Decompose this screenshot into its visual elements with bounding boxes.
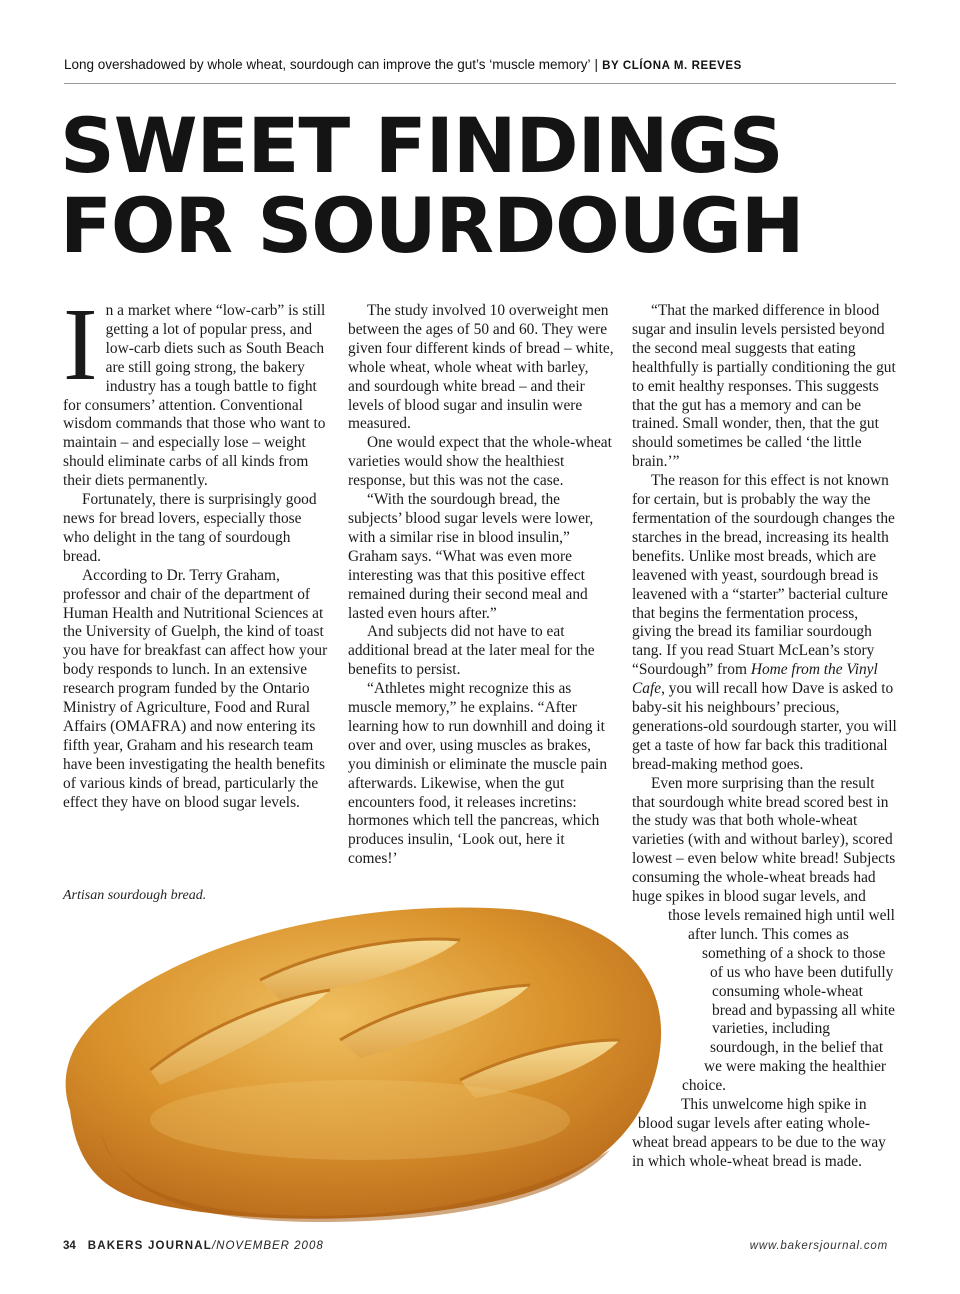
photo-caption: Artisan sourdough bread. bbox=[63, 888, 207, 903]
paragraph-text: Even more surprising than the result that sourdough white bread scored best in the study was that both whole-wheat varieties (with and without barley), scored lowest – even below white bread! Subjects consuming the whole-wheat breads had huge spikes in blood sugar levels, and those levels remained high until well after lunch. This comes as something of a shock to those of us who have been dutifully consuming whole-wheat bread and bypassing all white varieties, including sourdough, in the belief that we were making the healthier choice. bbox=[632, 774, 896, 1095]
paragraph: Fortunately, there is surprisingly good news for bread lovers, especially those who delight in the tang of sourdough bread. bbox=[63, 491, 317, 565]
deck bbox=[64, 57, 896, 72]
paragraph: “That the marked difference in blood sugar and insulin levels persisted beyond the second meal suggests that eating healthfully is partially conditioning the gut to emit healthy responses. This suggests that the gut has a memory and can be trained. Small wonder, then, that the gut should sometimes be called ‘the little brain.’” bbox=[632, 302, 896, 471]
paragraph: And subjects did not have to eat additional bread at the later meal for the benefits to persist. bbox=[348, 623, 595, 679]
headline bbox=[60, 101, 920, 270]
headline-line-1: SWEET FINDINGS bbox=[60, 101, 783, 190]
paragraph-text: , you will recall how Dave is asked to baby-sit his neighbours’ precious, generations-old sourdough starter, you will get a taste of how far back this traditional bread-making method goes. bbox=[632, 680, 897, 773]
column-1 bbox=[63, 287, 329, 812]
byline: BY CLÍONA M. REEVES bbox=[602, 60, 742, 72]
deck-separator: | bbox=[594, 57, 599, 72]
subhead: Long overshadowed by whole wheat, sourdough can improve the gut’s ‘muscle memory’ bbox=[64, 57, 591, 72]
header-rule bbox=[64, 83, 896, 84]
paragraph-text: The reason for this effect is not known for certain, but is probably the way the fermentation of the sourdough changes the starches in the bread, increasing its health benefits. Unlike most breads, which are leavened with yeast, sourdough bread is leavened with a “starter” bacterial culture that begins the fermentation process, giving the bread its familiar sourdough tang. If you read Stuart McLean’s story “Sourdough” from bbox=[632, 472, 895, 679]
paragraph bbox=[632, 472, 898, 775]
drop-cap: I bbox=[63, 287, 98, 402]
paragraph: One would expect that the whole-wheat varieties would show the healthiest response, but this was not the case. bbox=[348, 434, 612, 490]
paragraph: According to Dr. Terry Graham, professor and chair of the department of Human Health and Nutritional Sciences at the University of Guelph, the kind of toast you have for breakfast can affect how your body responds to lunch. In an extensive research program funded by the Ontario Ministry of Agriculture, Food and Rural Affairs (OMAFRA) and now entering its fifth year, Graham and his research team have been investigating the health benefits of various kinds of bread, particularly the effect they have on blood sugar levels. bbox=[63, 566, 328, 811]
paragraph bbox=[63, 287, 329, 491]
paragraph-text: n a market where “low-carb” is still getting a lot of popular press, and low-carb diets such as South Beach are still going strong, the bakery industry has a tough battle to fight for consumers’ attention. Conventional wisdom commands that those who want to maintain – and especially lose – weight should eliminate carbs of all kinds from their diets permanently. bbox=[63, 302, 326, 490]
paragraph: “Athletes might recognize this as muscle memory,” he explains. “After learning how to run downhill and doing it over and over, using muscles as brakes, you diminish or eliminate the muscle pain afterwards. Likewise, when the gut encounters food, it releases incretins: hormones which tell the pancreas, which produces insulin, ‘Look out, here it comes!’ bbox=[348, 680, 608, 868]
sourdough-bread-image bbox=[30, 880, 690, 1230]
page-footer bbox=[63, 1240, 895, 1252]
issue-date: /NOVEMBER 2008 bbox=[211, 1240, 324, 1252]
headline-line-2: FOR SOURDOUGH bbox=[60, 181, 804, 270]
paragraph: The study involved 10 overweight men between the ages of 50 and 60. They were given four different kinds of bread – white, whole wheat, whole wheat with barley, and sourdough white bread – and their levels of blood sugar and insulin were measured. bbox=[348, 302, 614, 433]
column-2 bbox=[348, 302, 614, 869]
paragraph: “With the sourdough bread, the subjects’ blood sugar levels were lower, with a similar rise in blood insulin,” Graham says. “What was even more interesting was that this positive effect remained during their second meal and lasted even hours after.” bbox=[348, 491, 594, 622]
magazine-name: BAKERS JOURNAL bbox=[87, 1240, 212, 1252]
website-url: www.bakersjournal.com bbox=[749, 1240, 888, 1252]
story-title: Home from the Vinyl Cafe bbox=[632, 661, 878, 698]
page-number: 34 bbox=[63, 1240, 76, 1252]
paragraph: This unwelcome high spike in blood sugar levels after eating whole-wheat bread appears to be due to the way in which whole-wheat bread is made. bbox=[632, 1096, 886, 1170]
